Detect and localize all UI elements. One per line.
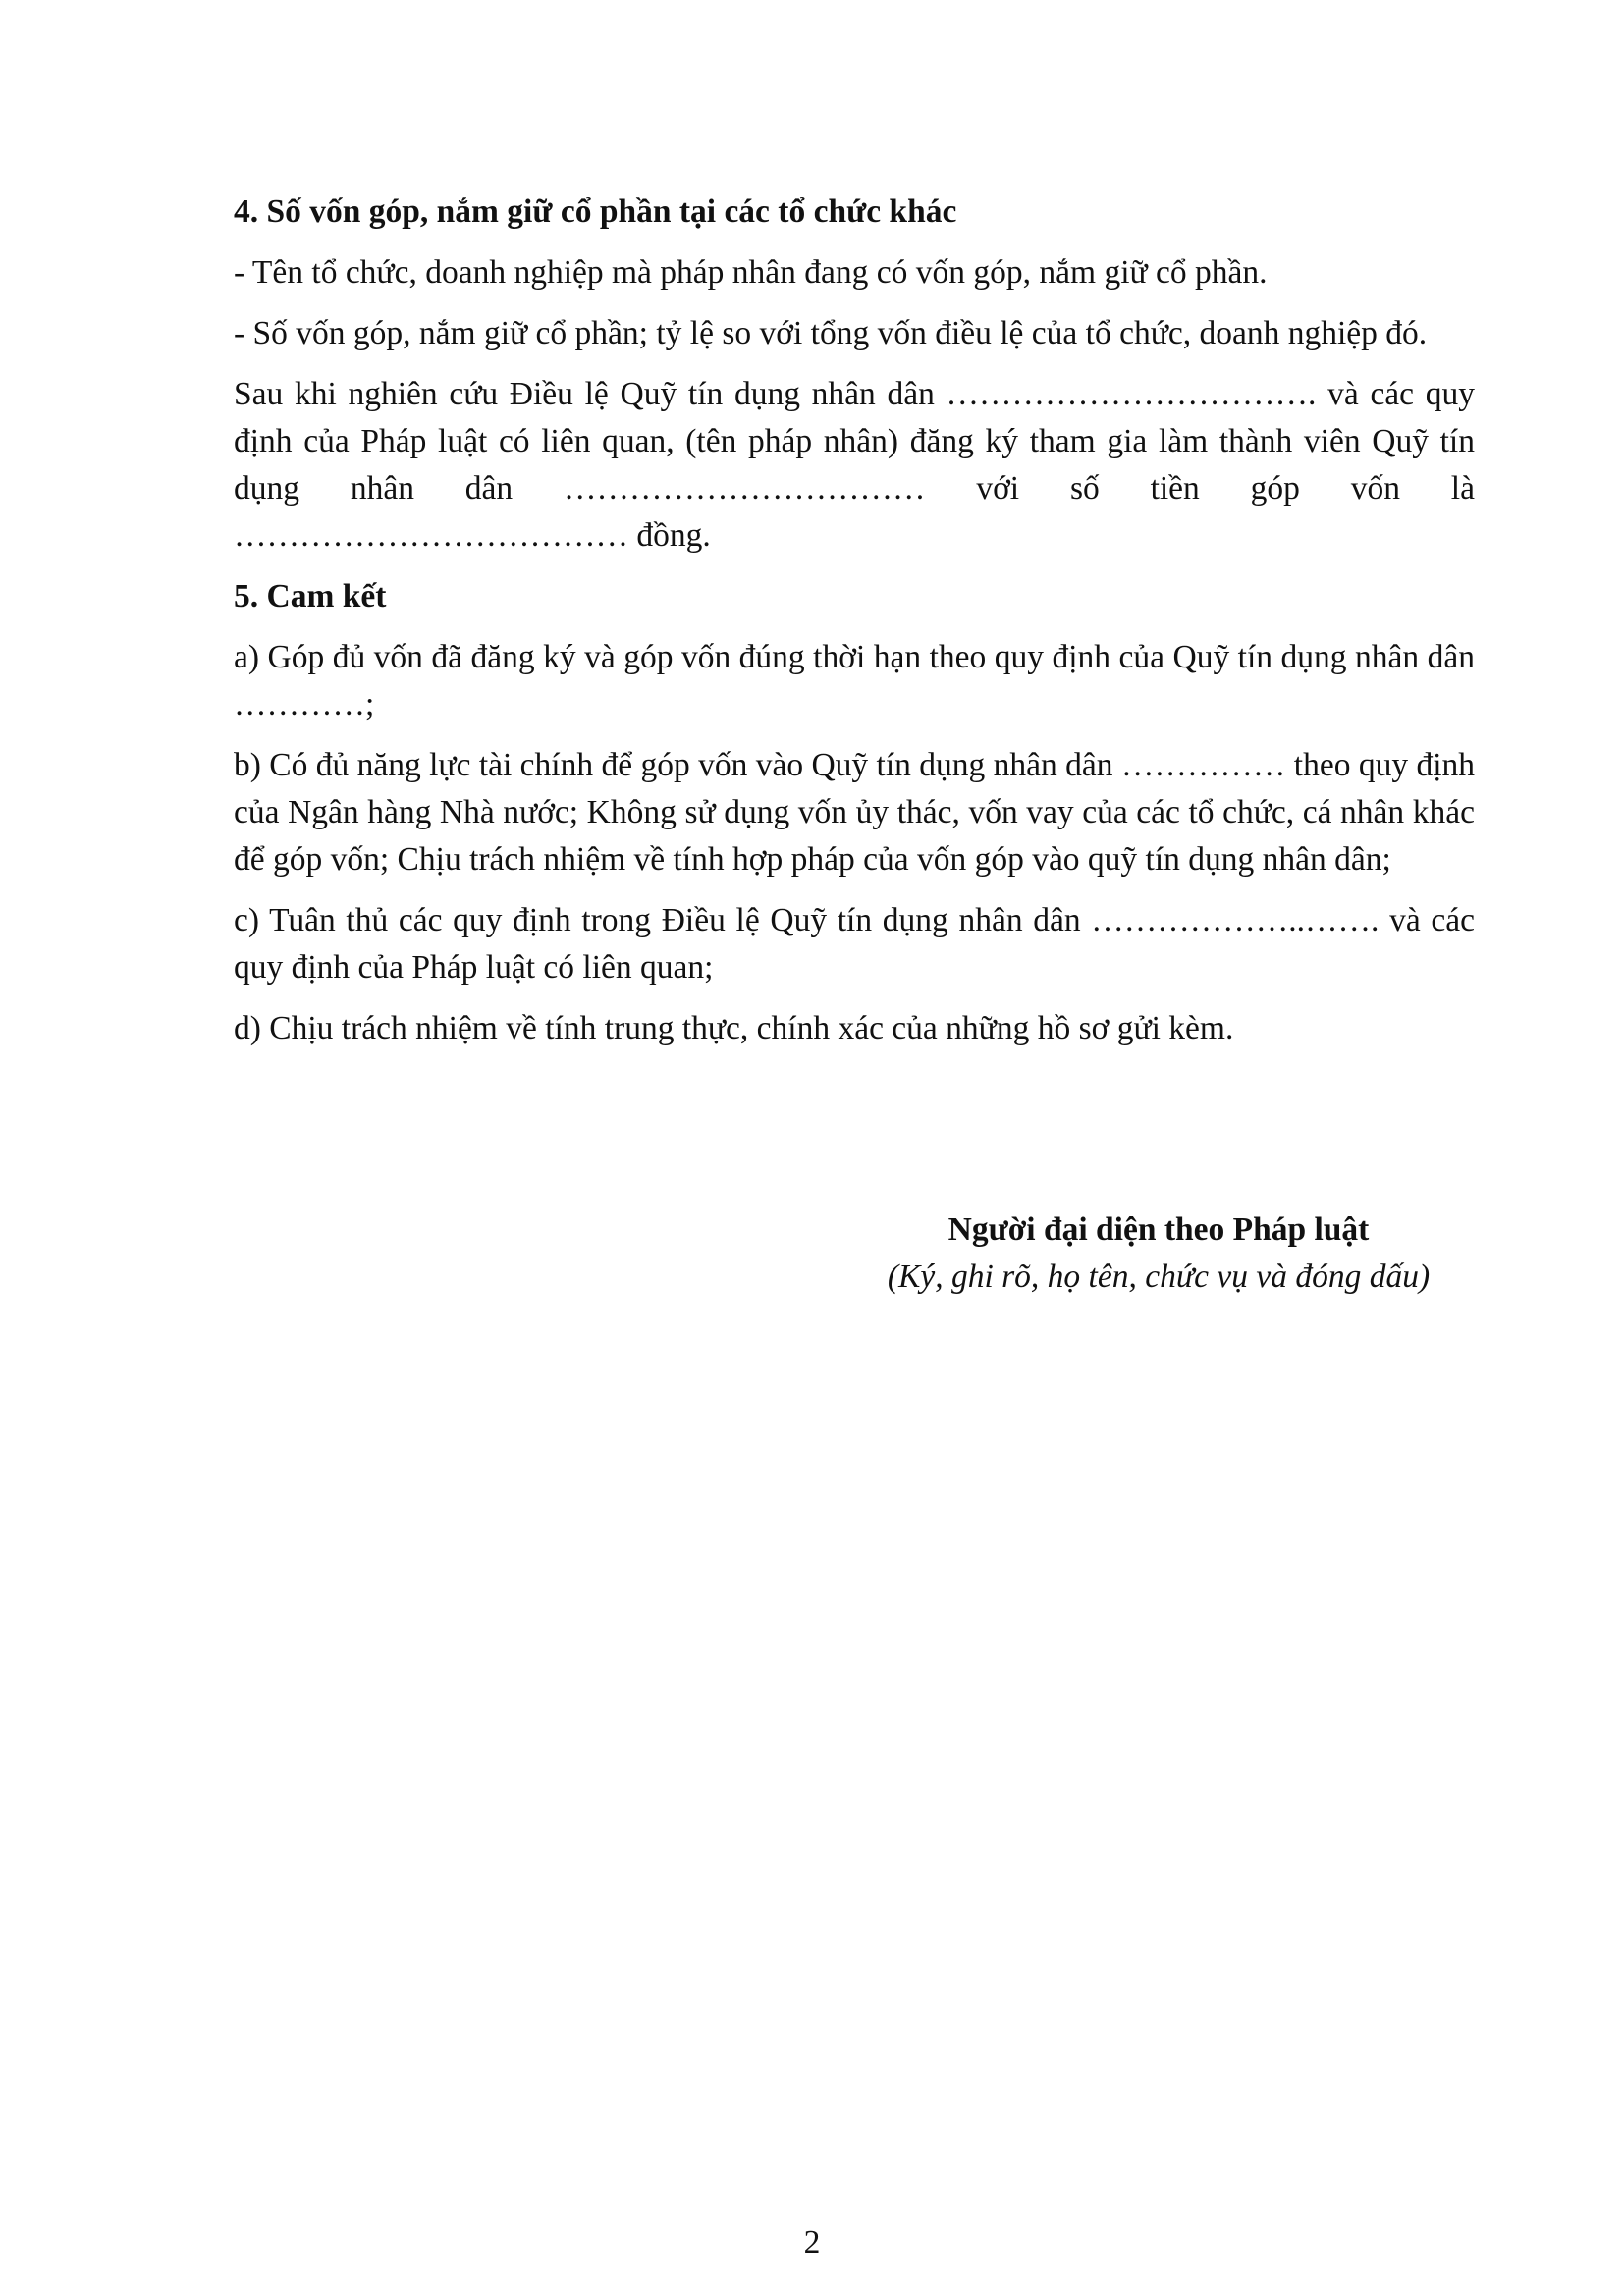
commitment-item-b: b) Có đủ năng lực tài chính để góp vốn vào Quỹ tín dụng nhân dân …………… theo quy định của Ngân hàng Nhà nước; Không sử dụng vốn ủy thác, vốn vay của các tổ chức, cá nhân khác để góp vốn; Chịu trách nhiệm về tính hợp pháp của vốn góp vào quỹ tín dụng nhân dân; xyxy=(234,747,1476,878)
commitment-item-d: d) Chịu trách nhiệm về tính trung thực, chính xác của những hồ sơ gửi kèm. xyxy=(234,1010,1234,1046)
section-4-item-capital-ratio: - Số vốn góp, nắm giữ cổ phần; tỷ lệ so với tổng vốn điều lệ của tổ chức, doanh nghiệp đó. xyxy=(234,315,1428,351)
commitment-item-a: a) Góp đủ vốn đã đăng ký và góp vốn đúng thời hạn theo quy định của Quỹ tín dụng nhân dân …………; xyxy=(234,639,1475,722)
section-4-heading: 4. Số vốn góp, nắm giữ cổ phần tại các tổ chức khác xyxy=(234,193,957,230)
commitment-item-c: c) Tuân thủ các quy định trong Điều lệ Quỹ tín dụng nhân dân ………………..……. và các quy định của Pháp luật có liên quan; xyxy=(234,902,1475,986)
signature-block xyxy=(864,1206,1453,1301)
document-body xyxy=(234,188,1475,1066)
section-4-item-org-name: - Tên tổ chức, doanh nghiệp mà pháp nhân đang có vốn góp, nắm giữ cổ phần. xyxy=(234,254,1268,291)
signature-title: Người đại diện theo Pháp luật xyxy=(947,1211,1370,1248)
signature-instruction: (Ký, ghi rõ, họ tên, chức vụ và đóng dấu) xyxy=(887,1258,1431,1295)
section-5-heading: 5. Cam kết xyxy=(234,578,387,614)
registration-paragraph: Sau khi nghiên cứu Điều lệ Quỹ tín dụng nhân dân ……………………………. và các quy định của Pháp luật có liên quan, (tên pháp nhân) đăng ký tham gia làm thành viên Quỹ tín dụng nhân dân …………………………… với số tiền góp vốn là ……………………………… đồng. xyxy=(234,376,1475,554)
page-number: 2 xyxy=(803,2224,821,2261)
